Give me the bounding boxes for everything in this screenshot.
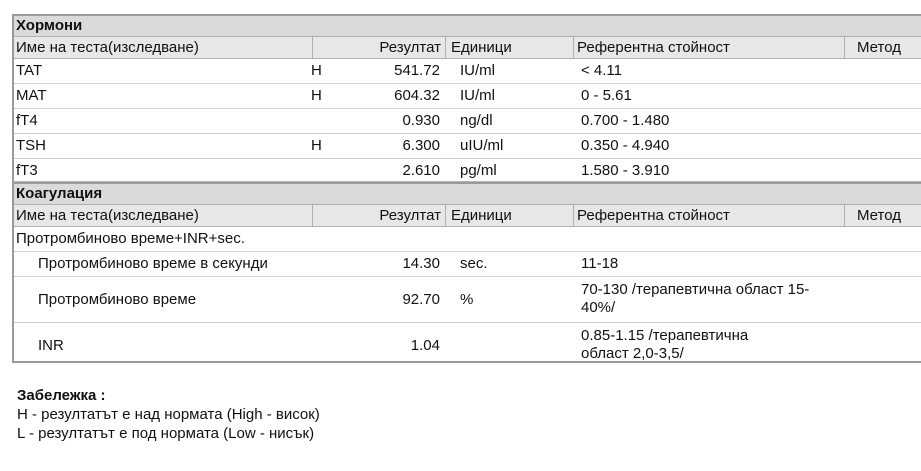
header-reference: Референтна стойност (573, 37, 844, 58)
unit: IU/ml (460, 87, 495, 104)
note-line-high: H - резултатът е над нормата (High - висок) (17, 406, 320, 423)
test-group-name: Протромбиново време+INR+sec. (16, 230, 245, 247)
table-header (14, 205, 921, 227)
table-row (14, 134, 921, 159)
header-units: Единици (445, 205, 573, 226)
reference-range: 70-130 /терапевтична област 15-40%/ (581, 281, 810, 316)
unit: pg/ml (460, 162, 497, 179)
result-value: 14.30 (402, 255, 440, 272)
result-value: 541.72 (394, 62, 440, 79)
table-row (14, 59, 921, 84)
header-units: Единици (445, 37, 573, 58)
table-row (14, 159, 921, 183)
coagulation-panel (12, 182, 921, 363)
result-value: 1.04 (410, 337, 440, 354)
test-name: TSH (16, 137, 46, 154)
reference-range: 0.700 - 1.480 (581, 112, 670, 129)
header-result: Резултат (312, 205, 445, 226)
section-title-hormones: Хормони (14, 16, 921, 37)
section-title-coagulation: Коагулация (14, 184, 921, 205)
test-name: fT4 (16, 112, 38, 129)
result-value: 604.32 (394, 87, 440, 104)
reference-range: < 4.11 (581, 62, 623, 79)
note-title: Забележка : (17, 387, 106, 404)
table-row (14, 109, 921, 134)
unit: uIU/ml (460, 137, 504, 154)
header-test-name: Име на теста(изследване) (16, 39, 199, 56)
table-row (14, 252, 921, 277)
test-name: Протромбиново време (38, 291, 197, 308)
test-name: fT3 (16, 162, 38, 179)
group-row (14, 227, 921, 252)
result-value: 2.610 (402, 162, 440, 179)
test-name: TAT (16, 62, 43, 79)
reference-range: 0.85-1.15 /терапевтична област 2,0-3,5/ (581, 327, 749, 362)
reference-range: 0 - 5.61 (581, 87, 632, 104)
note-line-low: L - резултатът е под нормата (Low - нисък) (17, 425, 315, 442)
result-value: 92.70 (402, 291, 440, 308)
test-name: MAT (16, 87, 47, 104)
header-method: Метод (844, 37, 921, 58)
table-row (14, 323, 921, 368)
result-value: 6.300 (402, 137, 440, 154)
header-result: Резултат (312, 37, 445, 58)
legend-note (17, 386, 320, 443)
table-row (14, 277, 921, 323)
table-header (14, 37, 921, 59)
test-name: Протромбиново време в секунди (38, 255, 268, 272)
reference-range: 1.580 - 3.910 (581, 162, 670, 179)
table-row (14, 84, 921, 109)
unit: sec. (460, 255, 488, 272)
test-name: INR (38, 337, 64, 354)
reference-range: 0.350 - 4.940 (581, 137, 670, 154)
reference-range: 11-18 (581, 255, 619, 272)
hormones-panel (12, 14, 921, 182)
result-value: 0.930 (402, 112, 440, 129)
flag-high: H (311, 137, 322, 154)
flag-high: H (311, 87, 322, 104)
header-test-name: Име на теста(изследване) (16, 207, 199, 224)
header-method: Метод (844, 205, 921, 226)
unit: IU/ml (460, 62, 495, 79)
unit: % (460, 291, 474, 308)
header-reference: Референтна стойност (573, 205, 844, 226)
unit: ng/dl (460, 112, 493, 129)
flag-high: H (311, 62, 322, 79)
